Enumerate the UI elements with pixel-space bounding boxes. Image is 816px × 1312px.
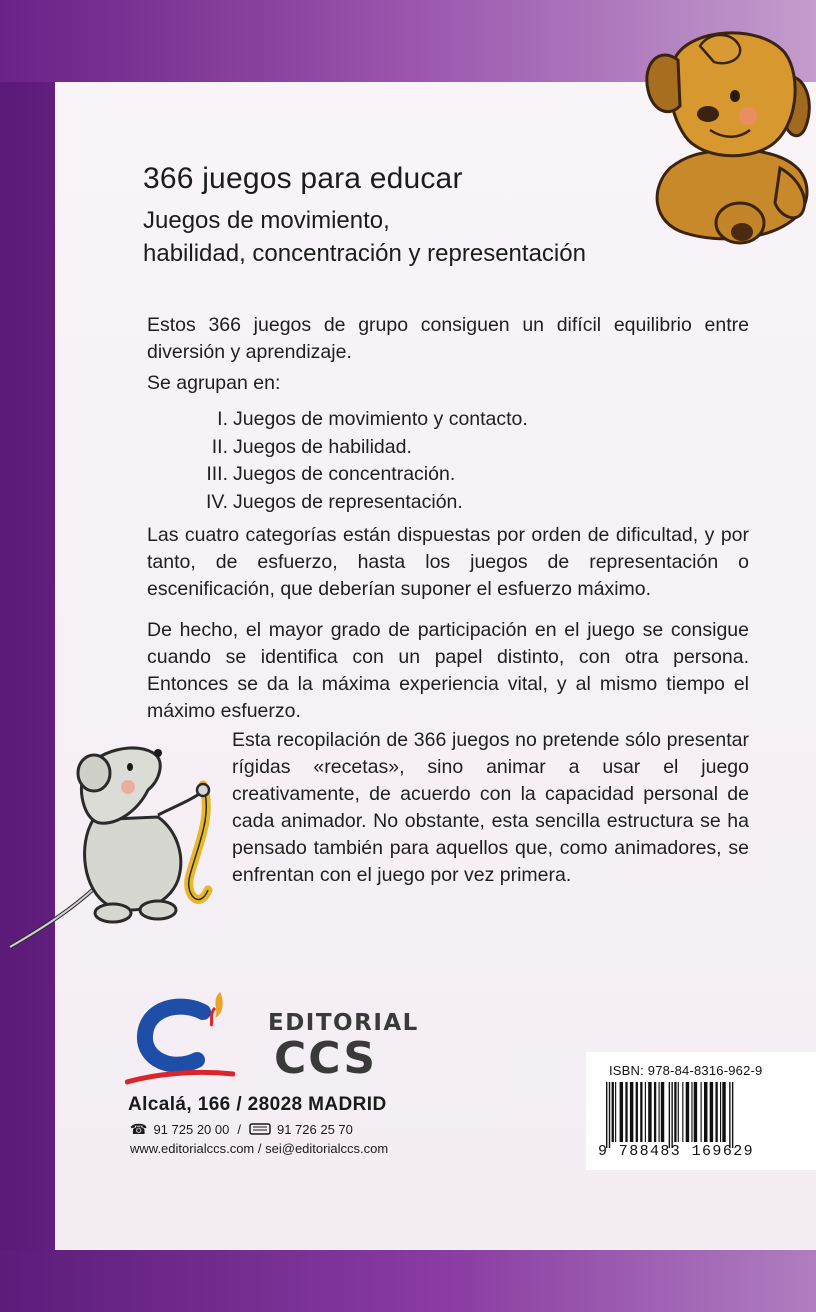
separator: / <box>257 1141 262 1156</box>
barcode-bar <box>691 1082 692 1142</box>
blurb-intro: Se agrupan en: <box>147 372 281 394</box>
blurb-paragraph-4: Esta recopilación de 366 juegos no pretende sólo presentar rígidas «recetas», sino animar a usar el juego creativamente, de acuerdo con la capacidad personal de cada animador. No obstante, esta sencilla estructura se ha pensado también para aquellos que, como animadores, se enfrentan con el juego por vez primera. <box>232 729 749 886</box>
barcode-bar <box>615 1082 616 1142</box>
barcode-bar <box>671 1082 672 1148</box>
barcode-bar <box>669 1082 670 1148</box>
publisher-name <box>268 1010 419 1082</box>
barcode-bar <box>710 1082 713 1142</box>
barcode-bar <box>686 1082 689 1142</box>
category-number: III. <box>206 463 228 485</box>
barcode-bar <box>729 1082 730 1148</box>
category-number: I. <box>217 408 228 430</box>
category-number: IV. <box>205 490 228 513</box>
barcode-digits: 9 788483 169629 <box>598 1143 755 1160</box>
barcode-bar <box>732 1082 733 1148</box>
barcode-bar <box>612 1082 614 1142</box>
barcode-bar <box>722 1082 725 1142</box>
barcode-bar <box>636 1082 638 1142</box>
mouse-mascot-illustration <box>8 735 223 950</box>
blurb-paragraph-1: Estos 366 juegos de grupo consiguen un difícil equilibrio entre diversión y aprendizaje. <box>147 314 749 363</box>
barcode-bar <box>606 1082 607 1148</box>
separator: / <box>237 1122 241 1137</box>
publisher-address: Alcalá, 166 / 28028 MADRID <box>128 1094 387 1115</box>
category-item <box>190 489 528 517</box>
fax-number: 91 726 25 70 <box>276 1122 353 1137</box>
barcode-bars <box>600 1082 805 1152</box>
phone-icon: ☎ <box>130 1121 148 1137</box>
book-subtitle <box>143 204 586 270</box>
barcode-bar <box>659 1082 660 1142</box>
barcode-bar <box>640 1082 642 1142</box>
barcode-bar <box>674 1082 676 1142</box>
barcode-bar <box>654 1082 656 1142</box>
barcode-bar <box>648 1082 651 1142</box>
barcode-bar <box>645 1082 646 1142</box>
dog-mascot-illustration <box>630 18 816 248</box>
category-item <box>190 434 528 462</box>
contact-row <box>130 1121 353 1138</box>
barcode-bar <box>620 1082 623 1142</box>
category-list <box>190 406 528 516</box>
blurb-paragraph-3: De hecho, el mayor grado de participación en el juego se consigue cuando se identifica con un papel distinto, con otra persona. Entonces se da la máxima experiencia vital, y al mismo tiempo el máximo esfuerzo. <box>147 619 749 722</box>
category-item <box>190 461 528 489</box>
barcode-bar <box>682 1082 683 1142</box>
category-number: II. <box>211 435 228 458</box>
editorial-ccs-logo-mark <box>125 990 235 1090</box>
category-label: Juegos de movimiento y contacto. <box>233 408 528 430</box>
barcode-bar <box>678 1082 679 1142</box>
subtitle-line-1: Juegos de movimiento, <box>143 207 390 234</box>
email-link[interactable]: sei@editorialccs.com <box>265 1141 389 1156</box>
barcode-bar <box>661 1082 664 1142</box>
barcode-bar <box>625 1082 627 1142</box>
barcode-bar <box>701 1082 702 1142</box>
barcode-bar <box>704 1082 707 1142</box>
category-label: Juegos de concentración. <box>233 463 456 485</box>
category-label: Juegos de habilidad. <box>233 435 412 458</box>
category-item <box>190 406 528 434</box>
bottom-purple-band <box>0 1250 816 1312</box>
subtitle-line-2: habilidad, concentración y representación <box>143 240 586 267</box>
book-title: 366 juegos para educar <box>143 162 463 195</box>
barcode-bar <box>609 1082 610 1148</box>
phone-number: 91 725 20 00 <box>153 1122 230 1137</box>
barcode-bar <box>694 1082 697 1142</box>
web-row <box>130 1141 388 1156</box>
isbn-barcode-box <box>586 1052 816 1170</box>
isbn-label: ISBN: 978-84-8316-962-9 <box>609 1063 763 1078</box>
publisher-name-line-1: EDITORIAL <box>268 1010 419 1036</box>
category-label: Juegos de representación. <box>233 490 463 513</box>
barcode-bar <box>715 1082 717 1142</box>
publisher-name-line-2: CCS <box>274 1033 378 1084</box>
website-link[interactable]: www.editorialccs.com <box>130 1141 255 1156</box>
barcode-bar <box>720 1082 721 1142</box>
barcode-bar <box>630 1082 633 1142</box>
blurb-paragraph-2: Las cuatro categorías están dispuestas por orden de dificultad, y por tanto, de esfuerzo, hasta los juegos de representación o escenificación, que deberían suponer el esfuerzo máximo. <box>147 524 749 600</box>
fax-icon <box>249 1122 271 1138</box>
